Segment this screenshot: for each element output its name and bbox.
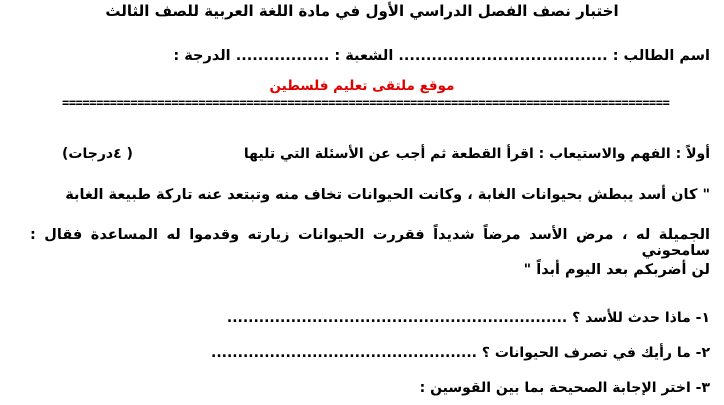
exam-title: اختبار نصف الفصل الدراسي الأول في مادة اللغة العربية للصف الثالث: [105, 2, 619, 20]
passage-line: لن أضربكم بعد اليوم أبداً ": [523, 262, 710, 278]
section-title: أولاً : الفهم والاستيعاب : اقرأ القطعة ثم أجب عن الأسئلة التي تليها: [243, 146, 710, 162]
passage-line: الجميلة له ، مرض الأسد مرضاً شديداً فقررت الحيوانات زيارته وقدموا له المساعدة فقال : سامحوني: [30, 227, 710, 259]
student-info-line: اسم الطالب : ...................................... الشعبة : ................. الدرجة :: [173, 48, 710, 64]
question-2: ٢- ما رأيك في تصرف الحيوانات ؟ ..................................................: [211, 345, 710, 361]
passage-line: " كان أسد يبطش بحيوانات الغابة ، وكانت الحيوانات تخاف منه وتبتعد عنه تاركة طبيعة الغابة: [65, 187, 710, 203]
question-3: ٣- اختر الإجابة الصحيحة بما بين القوسين :: [419, 380, 710, 396]
separator-line: =========================================================================================: [62, 97, 670, 109]
site-watermark: موقع ملتقى تعليم فلسطين: [269, 78, 455, 94]
section-grades: ( ٤درجات): [62, 146, 133, 162]
question-1: ١- ماذا حدث للأسد ؟ ................................................................: [226, 310, 710, 326]
